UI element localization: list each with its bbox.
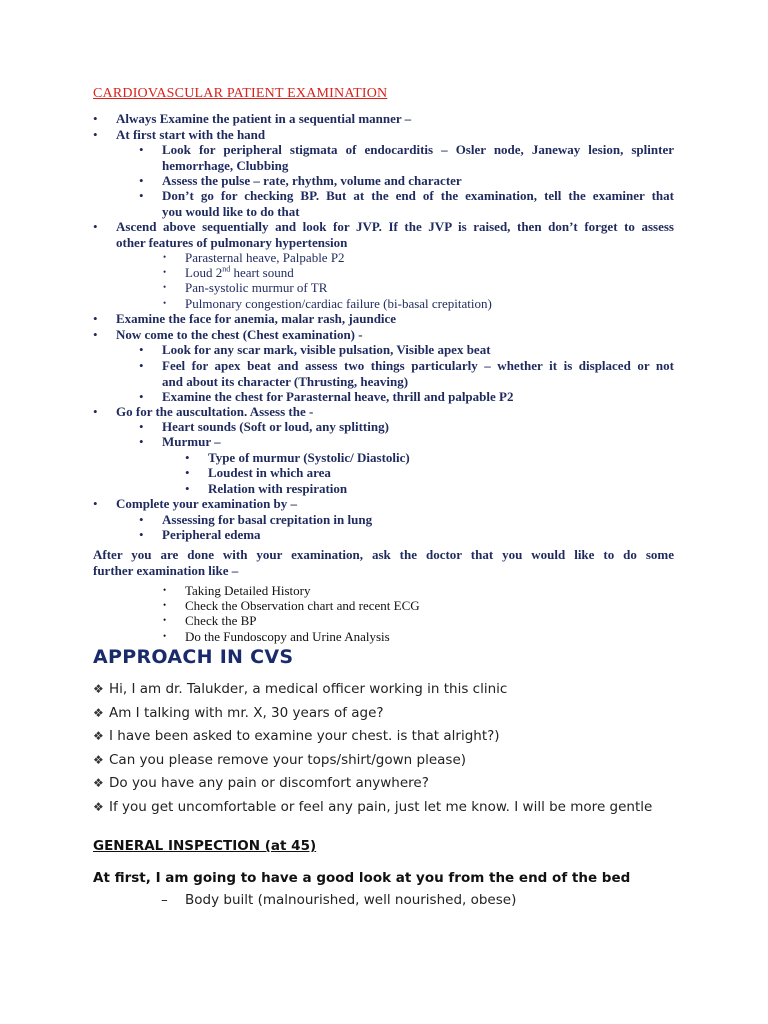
bullet-icon: • <box>93 311 98 326</box>
list-item: ❖ Am I talking with mr. X, 30 years of age? <box>93 705 384 721</box>
bullet-icon: • <box>93 219 98 234</box>
list-item: Ascend above sequentially and look for JVP. If the JVP is raised, then don’t forget to assess other features of pulmonary hypertension <box>116 219 674 250</box>
small-bullet-icon: • <box>163 282 167 292</box>
bullet-icon: • <box>139 527 144 542</box>
bullet-icon: • <box>139 358 144 373</box>
section-heading: APPROACH IN CVS <box>93 646 294 668</box>
list-item: Look for any scar mark, visible pulsation, Visible apex beat <box>162 342 491 357</box>
list-item: ❖ If you get uncomfortable or feel any pain, just let me know. I will be more gentle <box>93 799 653 815</box>
diamond-bullet-icon: ❖ <box>93 706 104 720</box>
bullet-icon: • <box>139 512 144 527</box>
bullet-icon: • <box>93 127 98 142</box>
bullet-icon: • <box>139 188 144 203</box>
list-item: Don’t go for checking BP. But at the end of the examination, tell the examiner that you would like to do that <box>162 188 674 219</box>
diamond-bullet-icon: ❖ <box>93 729 104 743</box>
list-item: Parasternal heave, Palpable P2 <box>185 250 345 265</box>
diamond-bullet-icon: ❖ <box>93 776 104 790</box>
list-item: Go for the auscultation. Assess the - <box>116 404 314 419</box>
list-item: Relation with respiration <box>208 481 348 496</box>
list-item: Pulmonary congestion/cardiac failure (bi-basal crepitation) <box>185 296 492 311</box>
bullet-icon: • <box>139 342 144 357</box>
list-item: Do the Fundoscopy and Urine Analysis <box>185 629 390 644</box>
small-bullet-icon: • <box>163 267 167 277</box>
list-item: ❖ Hi, I am dr. Talukder, a medical officer working in this clinic <box>93 681 508 697</box>
list-item: ❖ I have been asked to examine your chest. is that alright?) <box>93 728 500 744</box>
small-bullet-icon: • <box>163 298 167 308</box>
list-item: Examine the face for anemia, malar rash, jaundice <box>116 311 397 326</box>
bullet-icon: • <box>139 434 144 449</box>
bullet-icon: • <box>93 327 98 342</box>
section-heading: GENERAL INSPECTION (at 45) <box>93 838 317 854</box>
list-item: Feel for apex beat and assess two things particularly – whether it is displaced or not and about its character (Thrusting, heaving) <box>162 358 674 389</box>
list-item: Peripheral edema <box>162 527 261 542</box>
list-item: Always Examine the patient in a sequential manner – <box>116 111 412 126</box>
dash-icon: – <box>161 892 168 908</box>
diamond-bullet-icon: ❖ <box>93 753 104 767</box>
diamond-bullet-icon: ❖ <box>93 800 104 814</box>
small-bullet-icon: • <box>163 600 167 610</box>
bullet-icon: • <box>93 404 98 419</box>
list-item: Examine the chest for Parasternal heave, thrill and palpable P2 <box>162 389 514 404</box>
small-bullet-icon: • <box>163 252 167 262</box>
bullet-icon: • <box>185 450 190 465</box>
list-item: Check the Observation chart and recent ECG <box>185 598 420 613</box>
list-item: Pan-systolic murmur of TR <box>185 280 328 295</box>
small-bullet-icon: • <box>163 585 167 595</box>
bullet-icon: • <box>185 465 190 480</box>
list-item: Assess the pulse – rate, rhythm, volume and character <box>162 173 462 188</box>
list-item: Assessing for basal crepitation in lung <box>162 512 373 527</box>
list-item: ❖ Can you please remove your tops/shirt/gown please) <box>93 752 467 768</box>
paragraph: At first, I am going to have a good look at you from the end of the bed <box>93 870 631 886</box>
list-item: Now come to the chest (Chest examination) - <box>116 327 363 342</box>
small-bullet-icon: • <box>163 631 167 641</box>
list-item: Check the BP <box>185 613 257 628</box>
bullet-icon: • <box>185 481 190 496</box>
document-title: CARDIOVASCULAR PATIENT EXAMINATION <box>93 86 388 101</box>
list-item: Heart sounds (Soft or loud, any splitting) <box>162 419 389 434</box>
bullet-icon: • <box>93 111 98 126</box>
list-item: – Body built (malnourished, well nourished, obese) <box>161 892 517 908</box>
bullet-icon: • <box>139 389 144 404</box>
list-item: Loud 2nd heart sound <box>185 264 294 280</box>
bullet-icon: • <box>139 419 144 434</box>
bullet-icon: • <box>139 142 144 157</box>
list-item: Loudest in which area <box>208 465 331 480</box>
list-item: Complete your examination by – <box>116 496 298 511</box>
paragraph: After you are done with your examination, ask the doctor that you would like to do some further examination like – <box>93 547 674 578</box>
bullet-icon: • <box>93 496 98 511</box>
list-item: Taking Detailed History <box>185 583 311 598</box>
bullet-icon: • <box>139 173 144 188</box>
diamond-bullet-icon: ❖ <box>93 682 104 696</box>
list-item: Look for peripheral stigmata of endocarditis – Osler node, Janeway lesion, splinter hemorrhage, Clubbing <box>162 142 674 173</box>
list-item: Murmur – <box>162 434 221 449</box>
list-item: ❖ Do you have any pain or discomfort anywhere? <box>93 775 429 791</box>
list-item: At first start with the hand <box>116 127 266 142</box>
small-bullet-icon: • <box>163 615 167 625</box>
list-item: Type of murmur (Systolic/ Diastolic) <box>208 450 410 465</box>
